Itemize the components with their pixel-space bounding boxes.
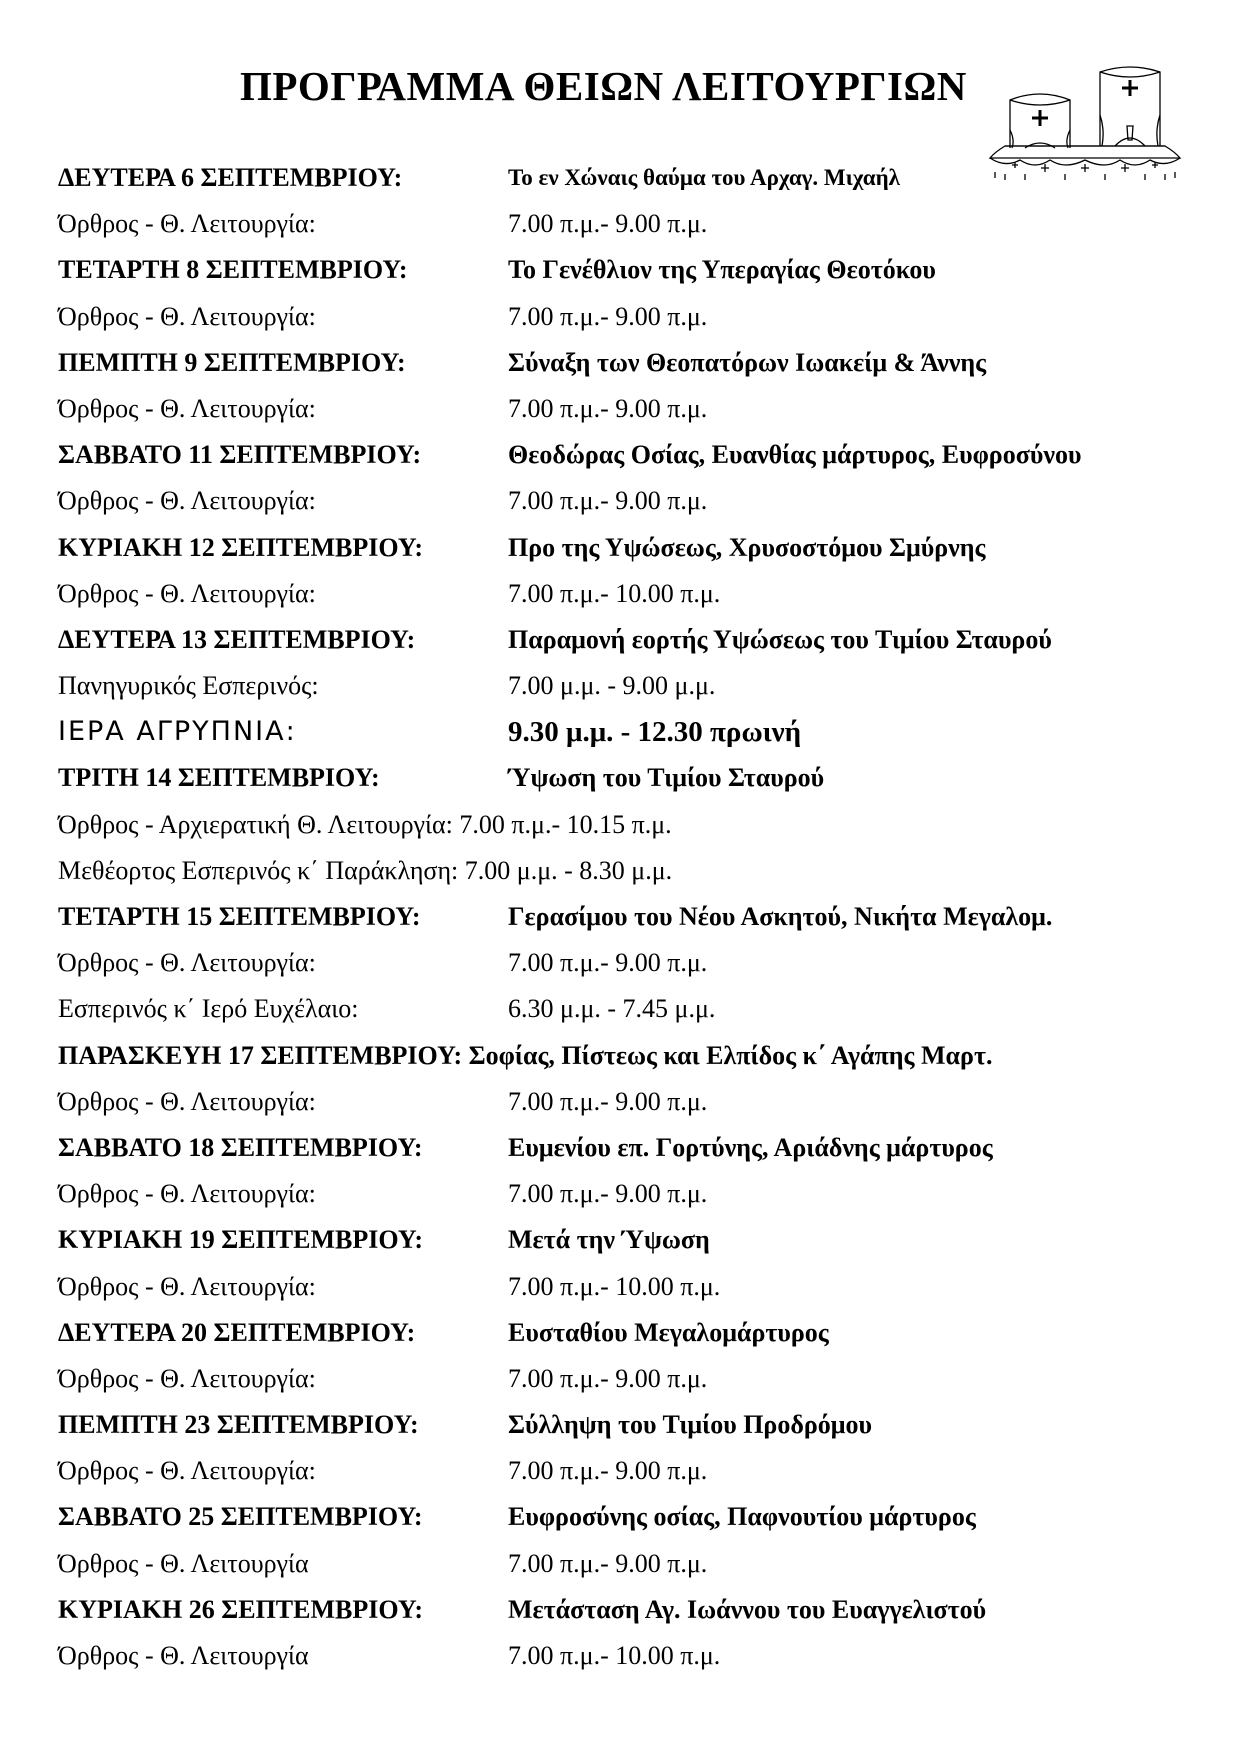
schedule-day-row: [58, 525, 1208, 571]
schedule-service-row: [58, 294, 1208, 340]
schedule-service-row: [58, 848, 1208, 894]
service-label: Όρθρος - Θ. Λειτουργία:: [58, 1086, 316, 1116]
feast-name: Ευφροσύνης οσίας, Παφνουτίου μάρτυρος: [508, 1502, 976, 1532]
feast-name: Μετά την Ύψωση: [508, 1225, 710, 1255]
day-label: ΚΥΡΙΑΚΗ 19 ΣΕΠΤΕΜΒΡΙΟΥ:: [58, 1225, 423, 1255]
schedule-day-row: [58, 894, 1208, 940]
service-label: Όρθρος - Θ. Λειτουργία: [58, 1548, 309, 1578]
service-time: 7.00 π.μ.- 9.00 π.μ.: [508, 486, 708, 516]
feast-name: Ευμενίου επ. Γορτύνης, Αριάδνης μάρτυρος: [508, 1132, 993, 1162]
service-label: Όρθρος - Θ. Λειτουργία:: [58, 578, 316, 608]
service-label: Όρθρος - Θ. Λειτουργία:: [58, 1271, 316, 1301]
schedule-service-row: [58, 201, 1208, 247]
schedule-service-row: [58, 478, 1208, 524]
feast-name: Σύλληψη του Τιμίου Προδρόμου: [508, 1410, 872, 1440]
page-title: ΠΡΟΓΡΑΜΜΑ ΘΕΙΩΝ ΛΕΙΤΟΥΡΓΙΩΝ: [240, 63, 967, 109]
feast-name: Θεοδώρας Οσίας, Ευανθίας μάρτυρος, Ευφροσύνου: [508, 440, 1082, 470]
service-time: 7.00 π.μ.- 9.00 π.μ.: [508, 209, 708, 239]
schedule-day-row: [58, 432, 1208, 478]
service-time: 7.00 π.μ.- 9.00 π.μ.: [508, 1086, 708, 1116]
service-time: 7.00 π.μ.- 9.00 π.μ.: [508, 301, 708, 331]
service-time: 6.30 μ.μ. - 7.45 μ.μ.: [508, 994, 716, 1024]
service-time: 7.00 π.μ.- 9.00 π.μ.: [508, 393, 708, 423]
service-label: Όρθρος - Θ. Λειτουργία:: [58, 301, 316, 331]
service-time: 7.00 π.μ.- 9.00 π.μ.: [508, 1179, 708, 1209]
day-label: ΚΥΡΙΑΚΗ 12 ΣΕΠΤΕΜΒΡΙΟΥ:: [58, 532, 423, 562]
schedule-service-row: [58, 802, 1208, 848]
service-time: 7.00 π.μ.- 10.00 π.μ.: [508, 1271, 721, 1301]
service-label: Όρθρος - Θ. Λειτουργία:: [58, 486, 316, 516]
schedule-day-row: [58, 247, 1208, 293]
day-label: ΣΑΒΒΑΤΟ 11 ΣΕΠΤΕΜΒΡΙΟΥ:: [58, 440, 422, 470]
day-label: ΤΕΤΑΡΤΗ 15 ΣΕΠΤΕΜΒΡΙΟΥ:: [58, 902, 421, 931]
service-time: 9.30 μ.μ. - 12.30 πρωινή: [508, 716, 802, 749]
service-label: Όρθρος - Θ. Λειτουργία: [58, 1641, 309, 1670]
schedule-service-row: [58, 1541, 1208, 1587]
day-line: ΠΑΡΑΣΚΕΥΗ 17 ΣΕΠΤΕΜΒΡΙΟΥ: Σοφίας, Πίστεως και Ελπίδος κ΄ Αγάπης Μαρτ.: [58, 1040, 993, 1070]
schedule-day-row: [58, 1494, 1208, 1540]
service-line: Μεθέορτος Εσπερινός κ΄ Παράκληση: 7.00 μ.μ. - 8.30 μ.μ.: [58, 855, 673, 885]
day-label: ΤΡΙΤΗ 14 ΣΕΠΤΕΜΒΡΙΟΥ:: [58, 763, 380, 793]
service-time: 7.00 π.μ.- 10.00 π.μ.: [508, 1641, 721, 1670]
service-label: Όρθρος - Θ. Λειτουργία:: [58, 393, 316, 423]
service-label: Όρθρος - Θ. Λειτουργία:: [58, 1179, 316, 1209]
feast-name: Ύψωση του Τιμίου Σταυρού: [508, 763, 825, 793]
schedule-vigil-row: [58, 709, 1208, 755]
schedule-service-row: [58, 571, 1208, 617]
service-label: Εσπερινός κ΄ Ιερό Ευχέλαιο:: [58, 994, 359, 1024]
day-label: ΣΑΒΒΑΤΟ 25 ΣΕΠΤΕΜΒΡΙΟΥ:: [58, 1502, 423, 1532]
day-label: ΔΕΥΤΕΡΑ 13 ΣΕΠΤΕΜΒΡΙΟΥ:: [58, 624, 416, 654]
feast-name: Γερασίμου του Νέου Ασκητού, Νικήτα Μεγαλομ.: [508, 902, 1053, 931]
schedule-day-row: [58, 1125, 1208, 1171]
vigil-label: ΙΕΡΑ ΑΓΡΥΠΝΙΑ:: [58, 716, 297, 748]
schedule-service-row: [58, 663, 1208, 709]
schedule-day-row: [58, 1402, 1208, 1448]
day-label: ΚΥΡΙΑΚΗ 26 ΣΕΠΤΕΜΒΡΙΟΥ:: [58, 1594, 423, 1624]
service-line: Όρθρος - Αρχιερατική Θ. Λειτουργία: 7.00 π.μ.- 10.15 π.μ.: [58, 809, 672, 839]
feast-name: Προ της Υψώσεως, Χρυσοστόμου Σμύρνης: [508, 532, 986, 562]
schedule-day-row: [58, 1587, 1208, 1633]
schedule-service-row: [58, 1079, 1208, 1125]
schedule-service-row: [58, 386, 1208, 432]
schedule-day-row: [58, 1217, 1208, 1263]
feast-name: Ευσταθίου Μεγαλομάρτυρος: [508, 1317, 829, 1347]
schedule-service-row: [58, 1448, 1208, 1494]
day-label: ΠΕΜΠΤΗ 9 ΣΕΠΤΕΜΒΡΙΟΥ:: [58, 347, 406, 377]
service-label: Πανηγυρικός Εσπερινός:: [58, 671, 319, 701]
service-time: 7.00 π.μ.- 9.00 π.μ.: [508, 1456, 708, 1486]
schedule-day-row: [58, 155, 1208, 201]
day-label: ΠΕΜΠΤΗ 23 ΣΕΠΤΕΜΒΡΙΟΥ:: [58, 1410, 419, 1440]
day-label: ΤΕΤΑΡΤΗ 8 ΣΕΠΤΕΜΒΡΙΟΥ:: [58, 255, 408, 285]
schedule-service-row: [58, 1633, 1208, 1679]
service-label: Όρθρος - Θ. Λειτουργία:: [58, 209, 316, 239]
schedule-service-row: [58, 940, 1208, 986]
schedule-day-row: [58, 617, 1208, 663]
day-label: ΔΕΥΤΕΡΑ 6 ΣΕΠΤΕΜΒΡΙΟΥ:: [58, 163, 403, 192]
liturgy-schedule: [58, 155, 1208, 1679]
schedule-day-row: [58, 755, 1208, 801]
schedule-service-row: [58, 1264, 1208, 1310]
schedule-day-row: [58, 1033, 1208, 1079]
feast-name: Μετάσταση Αγ. Ιωάννου του Ευαγγελιστού: [508, 1594, 987, 1624]
service-time: 7.00 π.μ.- 10.00 π.μ.: [508, 578, 721, 608]
service-time: 7.00 π.μ.- 9.00 π.μ.: [508, 948, 708, 978]
feast-name: Παραμονή εορτής Υψώσεως του Τιμίου Σταυρού: [508, 624, 1052, 654]
feast-name: Σύναξη των Θεοπατόρων Ιωακείμ & Άννης: [508, 347, 987, 377]
service-label: Όρθρος - Θ. Λειτουργία:: [58, 948, 316, 978]
schedule-service-row: [58, 1356, 1208, 1402]
day-label: ΔΕΥΤΕΡΑ 20 ΣΕΠΤΕΜΒΡΙΟΥ:: [58, 1317, 416, 1347]
schedule-day-row: [58, 340, 1208, 386]
service-label: Όρθρος - Θ. Λειτουργία:: [58, 1363, 316, 1393]
service-time: 7.00 π.μ.- 9.00 π.μ.: [508, 1363, 708, 1393]
schedule-service-row: [58, 986, 1208, 1032]
feast-name: Το Γενέθλιον της Υπεραγίας Θεοτόκου: [508, 255, 936, 285]
schedule-day-row: [58, 1310, 1208, 1356]
schedule-service-row: [58, 1171, 1208, 1217]
service-label: Όρθρος - Θ. Λειτουργία:: [58, 1456, 316, 1486]
day-label: ΣΑΒΒΑΤΟ 18 ΣΕΠΤΕΜΒΡΙΟΥ:: [58, 1132, 423, 1162]
feast-name: Το εν Χώναις θαύμα του Αρχαγ. Μιχαήλ: [508, 165, 900, 190]
service-time: 7.00 μ.μ. - 9.00 μ.μ.: [508, 671, 716, 701]
service-time: 7.00 π.μ.- 9.00 π.μ.: [508, 1548, 708, 1578]
